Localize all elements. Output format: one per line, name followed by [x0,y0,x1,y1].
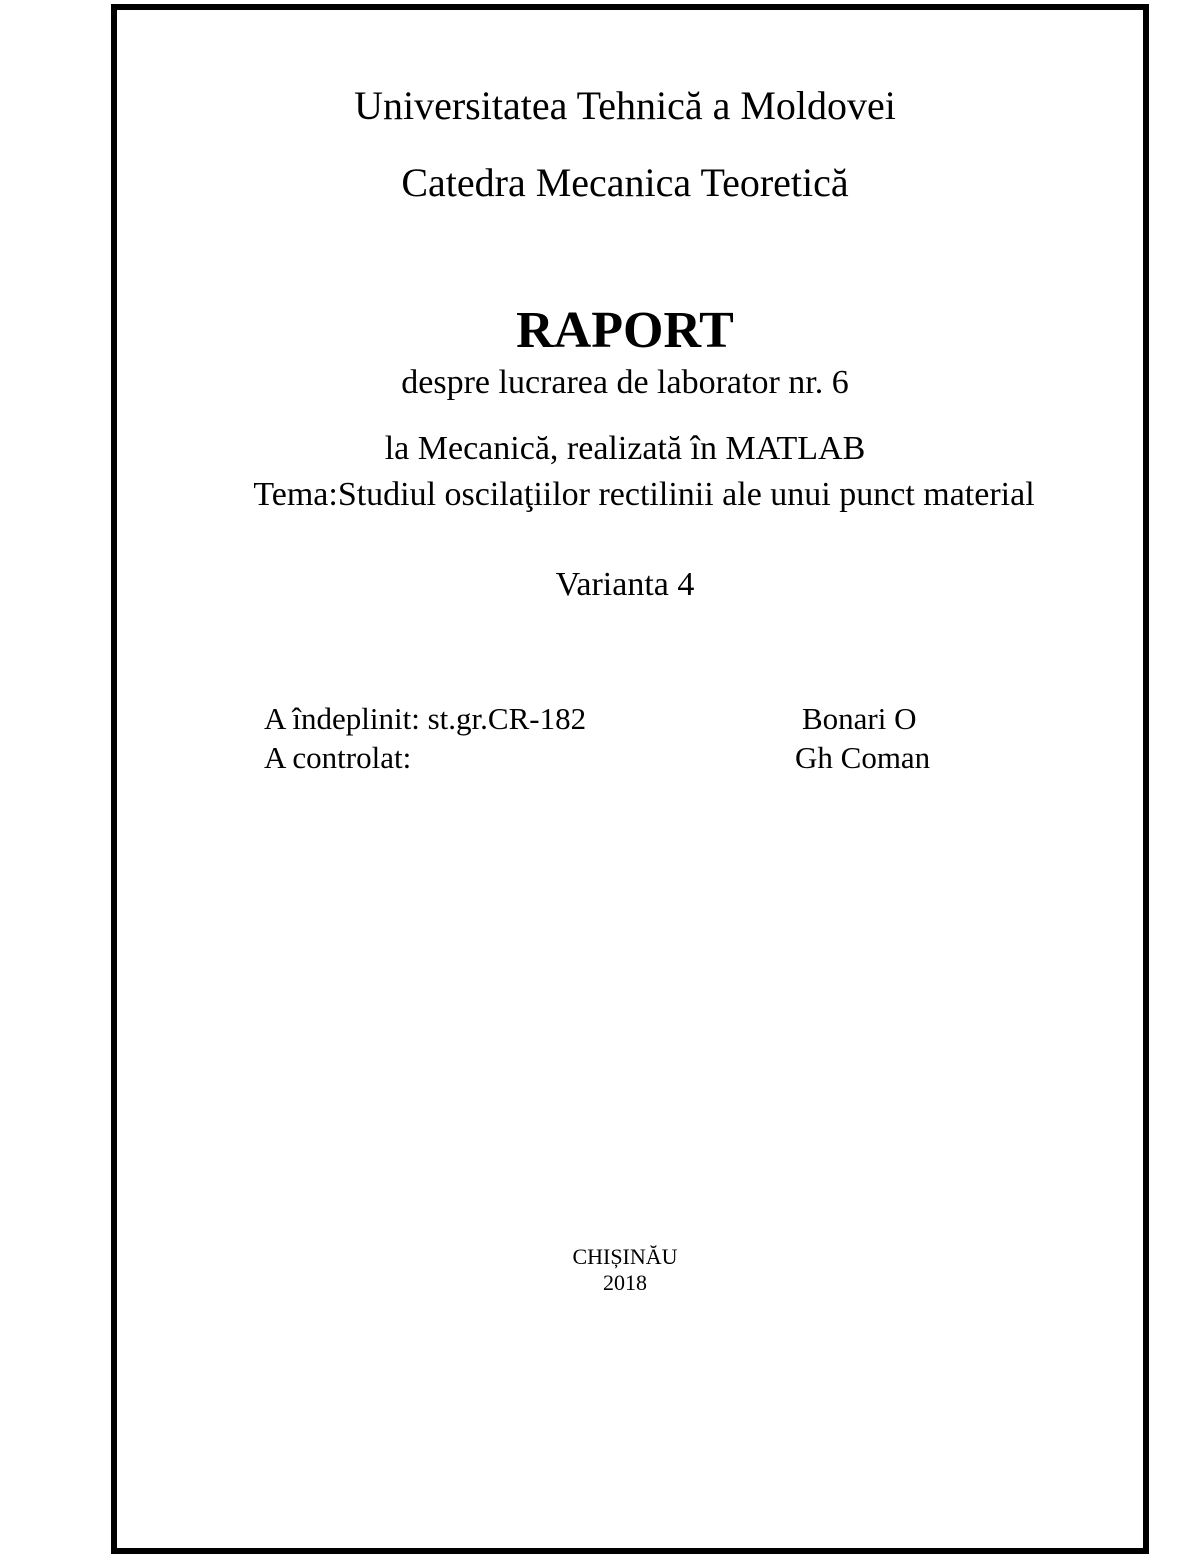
checked-by-label: A controlat: [264,740,412,775]
footer-city: CHIȘINĂU [572,1244,678,1269]
report-title: RAPORT [516,302,734,359]
report-subtitle: despre lucrarea de laborator nr. 6 [401,364,849,401]
department-name: Catedra Mecanica Teoretică [401,160,849,205]
report-topic: Tema:Studiul oscilaţiilor rectilinii ale unui punct material [253,476,1035,513]
university-name: Universitatea Tehnică a Moldovei [354,83,896,128]
report-variant: Varianta 4 [555,566,695,603]
page-border [111,4,1149,1554]
footer-year: 2018 [603,1270,647,1295]
report-course: la Mecanică, realizată în MATLAB [384,430,866,467]
checked-by-name: Gh Coman [795,740,931,775]
performed-by-name: Bonari O [802,701,917,736]
performed-by-label: A îndeplinit: st.gr.CR-182 [264,701,587,736]
